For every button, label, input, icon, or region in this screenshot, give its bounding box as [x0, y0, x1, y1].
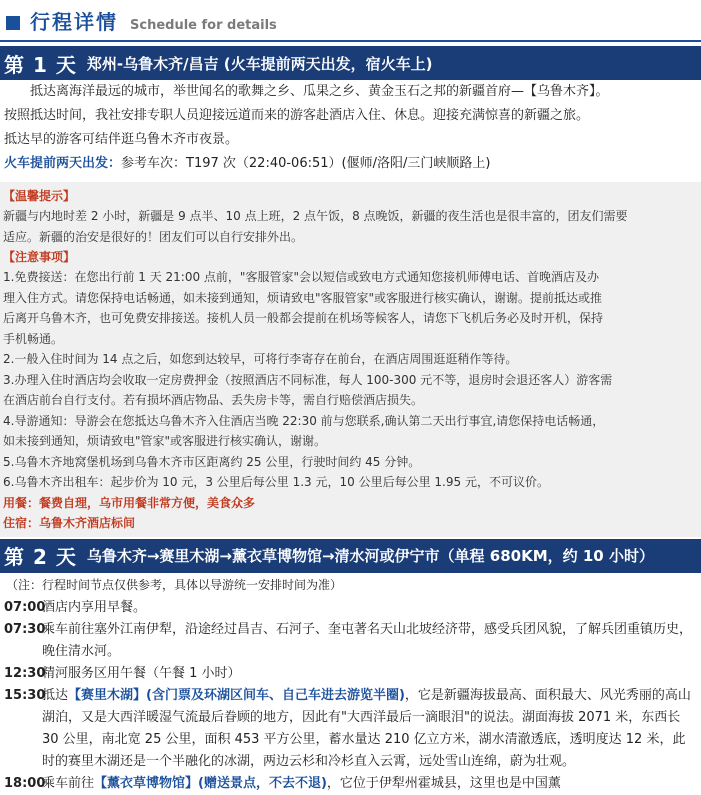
- day-2-label: 第 2 天: [4, 545, 77, 569]
- divider: [0, 40, 701, 42]
- notice-line: 后离开乌鲁木齐，也可免费安排接送。接机人员一般都会提前在机场等候客人，请您下飞机后务必及时开机，保持: [3, 311, 604, 325]
- tips-box: [0, 182, 701, 537]
- day-2-route: 乌鲁木齐→赛里木湖→薰衣草博物馆→清水河或伊宁市（单程 680KM，约 10 小时）: [86, 547, 654, 565]
- schedule-time: 15:30: [4, 687, 46, 703]
- schedule-time: 12:30: [4, 665, 46, 681]
- desc-body: ，它位于伊犁州霍城县，这里也是中国薰: [326, 775, 561, 791]
- notice-line: 如未接到通知，烦请致电"管家"或客服进行核实确认，谢谢。: [3, 434, 327, 448]
- sight-highlight: 【薰衣草博物馆】(赠送景点，不去不退): [94, 775, 327, 791]
- notice-line: 5.乌鲁木齐地窝堡机场到乌鲁木齐市区距离约 25 公里，行驶时间约 45 分钟。: [3, 454, 421, 469]
- schedule-desc: 精河服务区用午餐（午餐 1 小时）: [42, 665, 241, 681]
- warm-tip-line: 适应。新疆的治安是很好的！团友们可以自行安排外出。: [3, 229, 304, 244]
- notice-line: 在酒店前台自行支付。若有损坏酒店物品、丢失房卡等，需自行赔偿酒店损失。: [3, 393, 424, 407]
- day-2-note: （注：行程时间节点仅供参考，具体以导游统一安排时间为准）: [6, 577, 343, 592]
- schedule-item: [4, 619, 697, 663]
- desc-body: ，它是新疆海拔最高、面积最大、风光秀丽的高山湖泊，又是大西洋暖湿气流最后眷顾的地方，因此有"大西洋最后一滴眼泪"的说法。湖面海拔 2071 米，东西长 30 公里，南北宽 25 公里，面积 453 平方公里，蓄水量达 210 亿立方米，湖水清澈透底，透明度达 12 米，此时的赛里木湖还是一个半融化的冰湖，两边云杉和冷杉直入云霄，远处雪山连绵，蔚为壮观。: [42, 687, 691, 769]
- day-1-route: 郑州-乌鲁木齐/昌吉 (火车提前两天出发，宿火车上): [86, 54, 433, 73]
- day-2-schedule: [0, 597, 701, 795]
- train-label: 火车提前两天出发：: [4, 156, 122, 171]
- notice-line: 2.一般入住时间为 14 点之后，如您到达较早，可将行李寄存在前台，在酒店周围逛逛稍作等待。: [3, 352, 518, 366]
- day-1-train: [0, 152, 701, 176]
- day-1-arrival: 按照抵达时间，我社安排专职人员迎接远道而来的游客赴酒店入住、休息。迎接充满惊喜的新疆之旅。: [4, 108, 590, 123]
- section-header: [0, 0, 701, 40]
- stay-info: 住宿：乌鲁木齐酒店标间: [3, 515, 136, 530]
- day-1-intro: 抵达离海洋最远的城市，举世闻名的歌舞之乡、瓜果之乡、黄金玉石之邦的新疆首府—【乌鲁木齐】。: [30, 84, 609, 99]
- schedule-time: 07:00: [4, 599, 46, 615]
- day-1-label: 第 1 天: [4, 52, 77, 77]
- notice-heading: 【注意事项】: [3, 250, 76, 264]
- schedule-desc: [42, 773, 697, 795]
- warm-tip-heading: 【温馨提示】: [3, 189, 76, 203]
- schedule-item: [4, 685, 697, 773]
- notice-line: 手机畅通。: [3, 331, 64, 346]
- square-icon: [6, 16, 20, 30]
- desc-lead: 乘车前往: [42, 775, 95, 791]
- notice-line: 3.办理入住时酒店均会收取一定房费押金（按照酒店不同标准，每人 100-300 元不等，退房时会退还客人）游客需: [3, 372, 613, 387]
- schedule-desc: 乘车前往塞外江南伊犁，沿途经过昌吉、石河子、奎屯著名天山北坡经济带，感受兵团风貌，了解兵团重镇历史，晚住清水河。: [42, 621, 693, 659]
- schedule-desc: [42, 685, 697, 773]
- notice-line: 6.乌鲁木齐出租车：起步价为 10 元，3 公里后每公里 1.3 元，10 公里后每公里 1.95 元，不可议价。: [3, 475, 549, 489]
- warm-tip-line: 新疆与内地时差 2 小时，新疆是 9 点半、10 点上班，2 点午饭，8 点晚饭，新疆的夜生活也是很丰富的，团友们需要: [3, 209, 628, 223]
- schedule-item: [4, 663, 697, 685]
- desc-lead: 抵达: [42, 687, 69, 703]
- day-1-header: [0, 46, 701, 80]
- section-title: 行程详情: [30, 10, 118, 34]
- day-1-evening: 抵达早的游客可结伴逛乌鲁木齐市夜景。: [4, 132, 239, 147]
- schedule-time: 07:30: [4, 621, 46, 637]
- schedule-time: 18:00: [4, 775, 46, 791]
- schedule-item: [4, 773, 697, 795]
- train-text: 参考车次：T197 次（22:40-06:51）(偃师/洛阳/三门峡顺路上): [121, 156, 491, 171]
- day-2-header: [0, 539, 701, 573]
- schedule-item: [4, 597, 697, 619]
- notice-line: 理入住方式。请您保持电话畅通，如未接到通知，烦请致电"客服管家"或客服进行核实确认，谢谢。提前抵达或推: [3, 290, 603, 305]
- sight-highlight: 【赛里木湖】(含门票及环湖区间车、自己车进去游览半圈): [68, 687, 405, 703]
- section-subtitle: Schedule for details: [130, 18, 277, 33]
- notice-line: 4.导游通知：导游会在您抵达乌鲁木齐入住酒店当晚 22:30 前与您联系,确认第二天出行事宜,请您保持电话畅通，: [3, 413, 605, 428]
- schedule-desc: 酒店内享用早餐。: [42, 599, 147, 615]
- meal-info: 用餐：餐费自理，乌市用餐非常方便，美食众多: [3, 495, 256, 510]
- notice-line: 1.免费接送：在您出行前 1 天 21:00 点前，"客服管家"会以短信或致电方式通知您接机师傅电话、首晚酒店及办: [3, 270, 599, 284]
